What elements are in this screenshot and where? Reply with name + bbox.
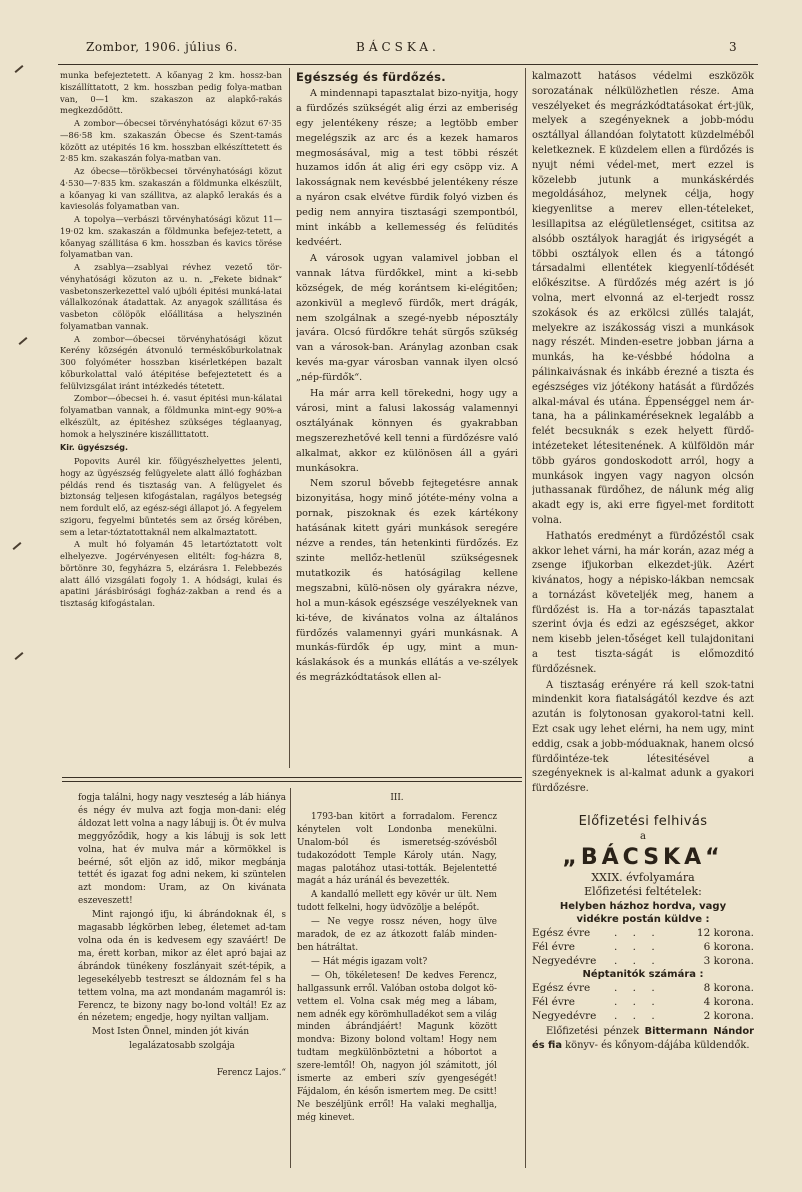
ad-delivery-line: Helyben házhoz hordva, vagy xyxy=(559,901,727,913)
paragraph: 1793-ban kitört a forradalom. Ferencz kénytelen volt Londonba menekülni. Unalom-ból és ismeretség-szóvésből tudakozódott Temple Károly után. Nagy, magas palotához utasi-tották. Bejelentetté magát a ház uránál és bevezették. xyxy=(297,811,497,887)
margin-mark xyxy=(13,542,22,550)
column-5-feuilleton xyxy=(297,792,497,1142)
ad-terms-heading: Előfizetési feltételek: xyxy=(584,885,702,899)
paragraph: Mint rajongó ifju, ki ábrándoknak él, s magasabb légkörben lebeg, életemet ad-tam volna oda én is kedvesem egy szaváért! De ma, érett korban, mikor az élet apró bajai az ábrándok tünékeny foszlányait szét-tépik, a legesekélyebb testreszt se áldoznám fel s ha tettem volna, ma azt mondanám magamról is: Ferencz, te bizony nagy bo-lond voltál! Ez az én nézetem; engedje, hogy nyiltan valljam. xyxy=(78,910,286,1024)
paragraph: — Oh, tökéletesen! De kedves Ferencz, hallgassunk erről. Valóban ostoba dolgot kö-vettem el. Volna csak még meg a lábam, nem adnék egy körömhulladékot sem a világ minden ábrándjáért! Magunk között mondva: Bizony bolond voltam! Hogy nem tudtam megkülönböztetni a hóbortot a szere-lemtől! Oh, nagyon jól számitott, jól ismerte az emberi szív gyengeségét! Fájdalom, én későn ismertem meg. De csitt! Ne beszéljünk erről! Ha valaki meghallja, még kinevet. xyxy=(297,970,497,1123)
subscription-ad xyxy=(532,815,754,1053)
column-4-feuilleton xyxy=(78,792,286,1142)
price-row: Negyedévre . . . 3 korona. xyxy=(532,955,754,968)
paragraph: — Hát mégis igazam volt? xyxy=(311,956,428,967)
ad-delivery-line: vidékre postán küldve : xyxy=(576,914,710,926)
ad-title: Előfizetési felhivás xyxy=(578,814,708,830)
section-subheading: Kir. ügyészség. xyxy=(60,443,129,453)
price-row: Egész évre . . . 12 korona. xyxy=(532,927,754,940)
column-3-health-continued xyxy=(532,70,754,1160)
chapter-number: III. xyxy=(390,793,404,803)
column-divider xyxy=(289,68,290,768)
page-header xyxy=(0,40,802,62)
paragraph: A zsablya—zsablyai révhez vezető tör-vényhatósági közuton az u. n. „Fekete bidnak“ vasbetonszerkezettel való ujbóli épitési munká-latai vállalkozónak átadattak. Az anyagok szállitása és vasbeton cölöpök előállitása a helyszinén folyamatban vannak. xyxy=(60,262,282,331)
header-date: Zombor, 1906. július 6. xyxy=(86,40,238,54)
margin-mark xyxy=(15,65,24,73)
paragraph: Most Isten Önnel, minden jót kiván xyxy=(92,1027,249,1038)
ad-newspaper-name: „BÁCSKA“ xyxy=(562,844,724,870)
price-row: Fél évre . . . 6 korona. xyxy=(532,941,754,954)
header-title: BÁCSKA. xyxy=(356,40,440,54)
paragraph: Nem szorul bővebb fejtegetésre annak bizonyitása, hogy minő jótéte-mény volna a pornak, piszoknak és ezek kártékony hatásának kitett gyári munkások seregére nézve a rendes, tán hetenkinti fürdőzés. Ez szinte mellőz-hetlenül szükségesnek mutatkozik és hatóságilag kellene megszabni, külö-nösen oly gyárakra nézve, hol a mun-kások egészsége veszélyeknek van ki-téve, de kivánatos volna az általános fürdőzés valamennyi gyári munkásnak. A munkás-fürdők ép ugy, mint a mun-káslakások és a munkás ellátás a ve-szélyek és megrázkódtatások ellen al- xyxy=(296,478,518,684)
ad-teachers-heading: Néptanitók számára : xyxy=(582,969,704,981)
column-2-health-article xyxy=(296,70,518,770)
page-number: 3 xyxy=(729,40,738,54)
paragraph: A városok ugyan valamivel jobban el vannak látva fürdőkkel, mint a ki-sebb községek, de még korántsem ki-elégitően; azonkivül a meglevő fürdők, mert drágák, nem szolgálnak a szegé-nyebb néposztály javára. Olcsó fürdőkre tehát sürgős szükség van a városok-ban. Aránylag azonban csak kevés ma-gyar városban vannak ilyen olcsó „nép-fürdők“. xyxy=(296,252,518,384)
price-row: Fél évre . . . 4 korona. xyxy=(532,996,754,1009)
column-divider xyxy=(290,788,291,1168)
ad-volume: XXIX. évfolyamára xyxy=(591,870,695,884)
feuilleton-rule xyxy=(62,777,522,778)
header-rule xyxy=(58,64,758,65)
paragraph: A mindennapi tapasztalat bizo-nyitja, hogy a fürdőzés szükségét alig érzi az emberiség egy jelentékeny része; a legtöbb ember megelégszik az arc és a kezek hamaros megmosásával, mig a test többi részét huzamos időn át alig éri egy csöpp viz. A lakosságnak nem kevésbbé jelentékeny része a nyáron csak elvétve fürdik folyó vizben és pedig nem annyira tisztasági szempontból, mint inkább a kellemesség és felüdités kedvéért. xyxy=(296,87,518,248)
paragraph: Ha már arra kell törekedni, hogy ugy a városi, mint a falusi lakosság valamennyi osztályának könnyen és gyakrabban megszerezhetővé kell tenni a fürdőzésre való alkalmat, akkor ez különösen áll a gyári munkásokra. xyxy=(296,388,518,474)
feuilleton-rule xyxy=(62,781,522,782)
paragraph: A kandalló mellett egy kövér ur ült. Nem tudott felkelni, hogy üdvözölje a belépőt. xyxy=(297,890,497,914)
paragraph: fogja találni, hogy nagy veszteség a láb hiánya és négy év mulva azt fogja mon-dani: elég áldozat lett volna a nagy lábujj is. Öt év mulva meggyőződik, hogy a kis lábujj is sok lett volna, hat év mulva már a körmökkel is beérné, sőt eljön az idő, mikor megbánja tettét és igazat fog adni nekem, ki szüntelen azt mondom: Uram, az On kivánata eszeveszett! xyxy=(78,793,286,907)
ad-footer: Előfizetési pénzek Bittermann Nándor és fia könyv- és kőnyom-dájába küldendők. xyxy=(532,1026,754,1052)
paragraph: Zombor—óbecsei h. é. vasut épitési mun-kálatai folyamatban vannak, a földmunka mint-egy 90%-a elkészült, az épitéshez szükséges téglaanyag, homok a helyszinére kiszállittatott. xyxy=(60,393,282,439)
paragraph: Popovits Aurél kir. főügyészhelyettes jelenti, hogy az ügyészség felügyelete alatt álló fogházban példás rend és tisztaság van. A felügyelet és biztonság teljesen kifogástalan, ragályos betegség nem fordult elő, az egész-ségi állapot jó. A fegyelem szigoru, fegyelmi büntetés sem az őrség körében, sem a letar-tóztatottaknál nem alkalmaztatott. xyxy=(60,456,282,537)
paragraph: kalmazott hatásos védelmi eszközök sorozatának nélkülözhetlen része. Ama veszélyeket és megrázkódtatásokat ért-jük, melyek a szegényeknek a jobb-módu osztállyal állandóan folytatott küzdelméből keletkeznek. E küzdelem ellen a fürdőzés is nyujt némi védel-met, mert ezzel is közelebb jutunk a munkáskérdés megoldásához, melynek célja, hogy kiegyenlitse a merev ellen-tételeket, lesillapitsa az elégületlenséget, csititsa az alsóbb osztályok haragját és irigységét a többi osztályok ellen és a tátongó társadalmi ellentétek kiegyenlí-tődését előkészitse. A fürdőzés még azért is jó volna, mert elvonná az el-terjedt rossz szokások és az erkölcsi züllés talaját, melyekre az iszákosság viszi a munkások nagy részét. Minden-esetre jobban járna a munkás, ha ke-vésbbé hódolna a pálinkaivásnak és inkább érezné a tiszta és egészséges viz jótékony hatását a fürdőzés alkal-mával és utána. Éppenséggel nem ár-tana, ha a pálinkaméréseknek legalább a felét becsuknák s ezek helyett fürdő-intézeteket létesitenének. A külföldön már több gyáros gondoskodott arról, hogy a munkások ingyen vagy nagyon olcsón juthassanak fürdőhez, de nálunk még alig akadt egy is, aki erre figyel-met forditott volna. xyxy=(532,71,754,526)
price-row: Negyedévre . . . 2 korona. xyxy=(532,1010,754,1023)
letter-closing: legalázatosabb szolgája xyxy=(129,1041,235,1052)
margin-mark xyxy=(19,337,28,345)
paragraph: Hathatós eredményt a fürdőzéstől csak akkor lehet várni, ha már korán, azaz még a zsenge ifjukorban elkezdet-jük. Azért kivánatos, hogy a népisko-lákban nemcsak a tornázást követeljék meg, hanem a fürdőzést is. Ha a tor-názás tapasztalat szerint óvja és edzi az egészséget, akkor nem kisebb jelen-tőséget kell tulajdonitani a test tiszta-ságát is előmozditó fürdőzésnek. xyxy=(532,530,754,675)
ad-article: a xyxy=(640,830,646,842)
paragraph: munka befejeztetett. A kőanyag 2 km. hossz-ban kiszállíttatott, 2 km. hosszban pedig folya-matban van, 0—1 km. szakaszon az alapkő-rakás megkezdődött. xyxy=(60,70,282,116)
paragraph: A topolya—verbászi törvényhatósági közut 11—19·02 km. szakaszán a földmunka befejez-tetett, a kőanyag szállitása 6 km. hosszban és kavics törése folyamatban van. xyxy=(60,214,282,260)
letter-signature: Ferencz Lajos.“ xyxy=(216,1068,286,1079)
paragraph: — Ne vegye rossz néven, hogy ülve maradok, de ez az átkozott faláb minden-ben hátráltat. xyxy=(297,917,497,953)
paragraph: A tisztaság erényére rá kell szok-tatni mindenkit kora fiatalságától kezdve és azt azután is folytonosan gyakorol-tatni kell. Ezt csak ugy lehet elérni, ha nem ugy, mint eddig, csak a jobb-móduaknak, hanem olcsó fürdőintéze-tek létesitésével a szegényeknek is al-kalmat adunk a gyakori fürdőzésre. xyxy=(532,679,754,795)
paragraph: A zombor—óbecsei törvényhatósági közut Kerény községén átvonuló terméskőburkolatnak 300 folyóméter hosszban kisérletképen bazalt kőburkolattal való átépitése befejeztetett és a felülvizsgálat iránt intézkedés tétetett. xyxy=(60,333,282,391)
article-title: Egészség és fürdőzés. xyxy=(296,70,446,84)
column-1-road-report xyxy=(60,70,282,750)
paragraph: A zombor—óbecsei törvényhatósági közut 67·35—86·58 km. szakaszán Óbecse és Szent-tamás között az utépités 16 km. hosszban elkészíttetett és 2·85 km. szakaszán folya-matban van. xyxy=(60,118,282,164)
paragraph: Az óbecse—törökbecsei törvényhatósági közut 4·530—7·835 km. szakaszán a földmunka elkészült, a kőanyag ki van szállitva, az alapkő lerakás és a kaviesolás folyamatban van. xyxy=(60,166,282,212)
column-divider xyxy=(525,68,526,1168)
paragraph: A mult hó folyamán 45 letartóztatott volt elhelyezve. Jogérvényesen elitélt: fog-házra 8, börtönre 30, fegyházra 5, elzárásra 1. Felebbezés alatt álló vizsgálati fogoly 1. A hódsági, kulai és apatini járásbirósági fogház-zakban a rend és a tisztaság kifogástalan. xyxy=(60,539,282,608)
margin-mark xyxy=(15,652,24,660)
price-row: Egész évre . . . 8 korona. xyxy=(532,982,754,995)
